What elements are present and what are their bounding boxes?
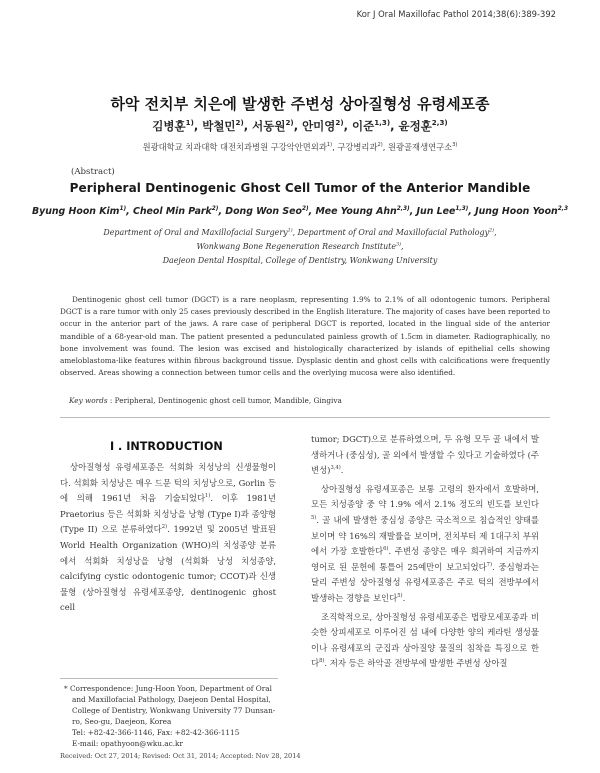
received-dates: Received: Oct 27, 2014; Revised: Oct 31, 2014; Accepted: Nov 28, 2014	[60, 752, 301, 760]
english-author: Byung Hoon Kim$^{1)}$	[31, 205, 127, 217]
affiliation-line-2: Wonkwang Bone Regeneration Research Institute$^{3)}$,	[196, 241, 404, 251]
journal-reference: Kor J Oral Maxillofac Pathol 2014;38(6):389-392	[356, 9, 556, 19]
correspondence-address: * Correspondence: Jung-Hoon Yoon, Department of Oral and Maxillofacial Pathology, Daejeon Dental Hospital, College of Dentistry, Wonkwang University 77 Dunsan-ro, Seo-gu, Daejeon, Korea	[64, 684, 276, 727]
korean-authors: 김병훈$^{1)}$, 박철민$^{2)}$, 서동원$^{2)}$, 안미영$^{2)}$, 이준$^{1,3)}$, 윤정훈$^{2,3)}$	[152, 118, 448, 133]
korean-title: 하악 전치부 치은에 발생한 주변성 상아질형성 유령세포종	[110, 95, 490, 113]
english-authors: Byung Hoon Kim$^{1)}$, Cheol Min Park$^{2)}$, Dong Won Seo$^{2)}$, Mee Young Ahn$^{2,3)}$, Jun Lee$^{1,3)}$, Jung Hoon Yoon$^{2,3}$	[31, 205, 569, 217]
abstract-body: Dentinogenic ghost cell tumor (DGCT) is a rare neoplasm, representing 1.9% to 2.1% of all odontogenic tumors. Peripheral DGCT is a rare tumor with only 25 cases previously described in the English literature. The majority of cases have been reported to occur in the anterior part of the jaws. A rare case of peripheral DGCT is reported, located in the lingual side of the anterior mandible of a 68-year-old man. The patient presented a pedunculated painless growth of 1.5cm in diameter. Radiographically, no bone involvement was found. The lesion was excised and histologically characterized by islands of epithelial cells showing ameloblastoma-like features within fibrous background tissue. Dysplasic dentin and ghost cells with calcifications were frequently observed. Areas showing a connection between tumor cells and the overlying mucosa were also identified.	[60, 295, 550, 378]
introduction-column-1: 상아질형성 유령세포종은 석회화 치성낭의 신생물형이다. 석회화 치성낭은 매우 드문 턱의 치성낭으로, Gorlin 등에 의해 1961년 처음 기술되었다$^{1)}$. 이후 1981년 Praetorius 등은 석회화 치성낭을 낭형 (Type I)과 종양형 (Type II) 으로 분류하였다$^{2)}$. 1992년 및 2005년 발표된 World Health Organization (WHO)의 치성종양 분류에서 석회화 치성낭을 낭형 (석회화 낭성 치성종양, calcifying cystic odontogenic tumor; CCOT)과 신생물형 (상아질형성 유령세포종양, dentinogenic ghost cell	[60, 462, 277, 613]
english-author: Jung Hoon Yoon$^{2,3}$	[475, 205, 569, 217]
paragraph-2: 상아질형성 유령세포종은 보통 고령의 환자에서 호발하며, 모든 치성종양 중 약 1.9% 에서 2.1% 정도의 빈도를 보인다$^{5)}$. 골 내에 발생한 중심성 종양은 국소적으로 침습적인 양태를 보이며 약 16%의 재발률을 보이며, 전치부터 제 1대구치 부위에서 가장 호발한다$^{6)}$. 주변성 종양은 매우 희귀하여 지금까지 영어로 된 문헌에 통틀어 25예만이 보고되었다$^{7)}$. 중심형과는 달리 주변성 상아질형성 유령세포종은 주로 턱의 전방부에서 발생하는 경향을 보인다$^{5)}$.	[311, 483, 539, 603]
keywords-label: Key words	[69, 396, 108, 405]
english-author: Cheol Min Park$^{2)}$	[132, 205, 219, 217]
english-title: Peripheral Dentinogenic Ghost Cell Tumor of the Anterior Mandible	[69, 181, 531, 195]
keywords: Key words : Peripheral, Dentinogenic ghost cell tumor, Mandible, Gingiva	[69, 396, 342, 405]
abstract-label: (Abstract)	[71, 167, 115, 177]
korean-affiliation: 원광대학교 치과대학 대전치과병원 구강악안면외과$^{1)}$	[142, 142, 333, 152]
english-author: Mee Young Ahn$^{2,3)}$	[315, 205, 410, 217]
korean-author: 서동원$^{2)}$	[252, 118, 294, 133]
korean-author: 김병훈$^{1)}$	[152, 118, 194, 133]
korean-author: 박철민$^{2)}$	[202, 118, 244, 133]
korean-author: 안미영$^{2)}$	[302, 118, 344, 133]
introduction-column-2	[311, 432, 539, 672]
korean-affiliations: 원광대학교 치과대학 대전치과병원 구강악안면외과$^{1)}$, 구강병리과$^{2)}$, 원광골재생연구소$^{3)}$	[142, 142, 458, 152]
correspondence-email: E-mail: opathyoon@wku.ac.kr	[72, 739, 183, 749]
korean-affiliation: 원광골재생연구소$^{3)}$	[388, 142, 458, 152]
affiliation-line-3: Daejeon Dental Hospital, College of Dentistry, Wonkwang University	[162, 256, 438, 265]
section-heading: I . INTRODUCTION	[110, 440, 223, 453]
keywords-divider	[60, 417, 550, 418]
korean-author: 이준$^{1,3)}$	[351, 118, 391, 133]
paragraph-continuation: tumor; DGCT)으로 분류하였으며, 두 유형 모두 골 내에서 발생하거나 (중심성), 골 외에서 발생할 수 있다고 기술하였다 (주변성)$^{3,4)}$.	[311, 434, 539, 476]
korean-affiliation: 구강병리과$^{2)}$	[337, 142, 383, 152]
korean-author: 윤정훈$^{2,3)}$	[398, 118, 448, 133]
correspondence-phone: Tel: +82-42-366-1146, Fax: +82-42-366-1115	[72, 728, 240, 738]
english-author: Jun Lee$^{1,3)}$	[416, 205, 469, 217]
paragraph-3: 조직학적으로, 상아질형성 유령세포종은 법랑모세포종과 비슷한 상피세포로 이루어진 섬 내에 다양한 양의 케라틴 생성물이나 유령세포의 군집과 상아질양 물질의 침착을 특징으로 한다$^{8)}$. 저자 등은 하악골 전방부에 발생한 주변성 상아질	[311, 611, 539, 669]
affiliation-line-1: Department of Oral and Maxillofacial Surgery$^{1)}$, Department of Oral and Maxillofacial Pathology$^{2)}$,	[103, 227, 497, 237]
footnote-divider	[60, 678, 278, 679]
english-affiliations	[0, 226, 600, 268]
english-author: Dong Won Seo$^{2)}$	[225, 205, 309, 217]
correspondence-footnote	[60, 683, 276, 750]
